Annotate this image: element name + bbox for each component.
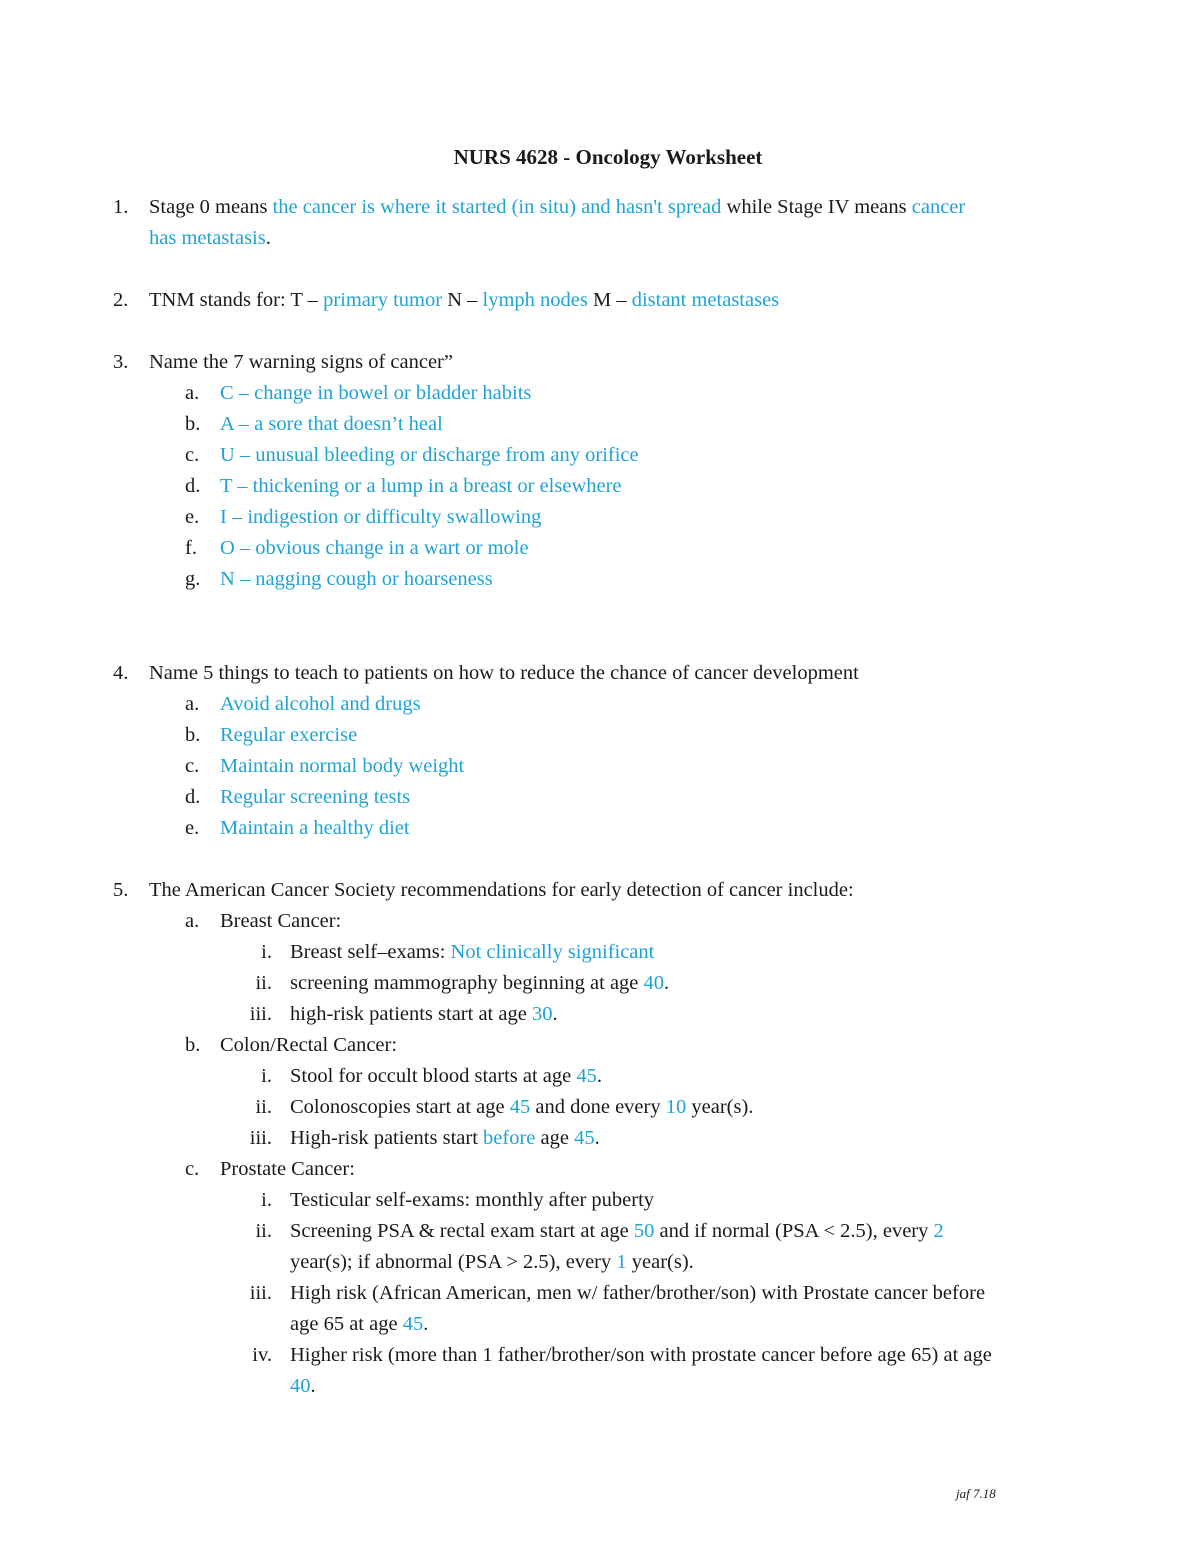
q5-answer: 40 xyxy=(643,972,665,994)
q3-marker: b. xyxy=(185,413,201,435)
q1-line-1 xyxy=(149,194,965,220)
q5-number: 5. xyxy=(113,879,129,901)
q4-answer: Regular exercise xyxy=(220,724,358,746)
q5-text: age xyxy=(535,1127,575,1149)
q2-answer-n: lymph nodes xyxy=(482,289,588,311)
q3-marker: g. xyxy=(185,568,201,590)
q3-marker: d. xyxy=(185,475,201,497)
q5-breast-label: Breast Cancer: xyxy=(220,910,342,932)
q1-text: . xyxy=(265,227,271,249)
q5-breast-iii-marker: iii. xyxy=(249,1003,272,1025)
q3-marker: a. xyxy=(185,382,200,404)
q5-prostate-iii-marker: iii. xyxy=(249,1282,272,1304)
q4-marker: a. xyxy=(185,693,200,715)
q2-answer-m: distant metastases xyxy=(631,289,780,311)
q5-text: . xyxy=(596,1065,602,1087)
q2-text: M – xyxy=(587,289,632,311)
q2-text: TNM stands for: T – xyxy=(149,289,324,311)
q5-prostate-iii-line-2 xyxy=(290,1311,428,1337)
q5-text: Stool for occult blood starts at age xyxy=(290,1065,577,1087)
q5-breast-i xyxy=(290,939,654,965)
q4-marker: d. xyxy=(185,786,201,808)
q3-answer: C – change in bowel or bladder habits xyxy=(220,382,532,404)
q4-marker: b. xyxy=(185,724,201,746)
q5-text: The American Cancer Society recommendations for early detection of cancer include: xyxy=(149,879,854,901)
q5-text: . xyxy=(552,1003,558,1025)
q5-answer: 45 xyxy=(576,1065,597,1087)
q3-marker: e. xyxy=(185,506,200,528)
q5-text: high-risk patients start at age xyxy=(290,1003,532,1025)
q4-marker: e. xyxy=(185,817,200,839)
q5-colon-marker: b. xyxy=(185,1034,201,1056)
q3-answer: N – nagging cough or hoarseness xyxy=(220,568,493,590)
q5-colon-ii-marker: ii. xyxy=(255,1096,272,1118)
q5-prostate-iv-marker: iv. xyxy=(252,1344,272,1366)
q5-text: . xyxy=(423,1313,429,1335)
q5-answer: 2 xyxy=(933,1220,944,1242)
q5-answer: Not clinically significant xyxy=(450,941,655,963)
q1-number: 1. xyxy=(113,196,129,218)
q2-answer-t: primary tumor xyxy=(323,289,443,311)
q3-number: 3. xyxy=(113,351,129,373)
q5-prostate-ii-line-2 xyxy=(290,1249,694,1275)
q5-answer: 40 xyxy=(290,1375,311,1397)
q1-answer-stage4-cont: has metastasis xyxy=(149,227,266,249)
q5-breast-ii xyxy=(290,970,669,996)
q5-text: . xyxy=(664,972,670,994)
q4-number: 4. xyxy=(113,662,129,684)
q4-answer: Maintain a healthy diet xyxy=(220,817,410,839)
q5-text: year(s); if abnormal (PSA > 2.5), every xyxy=(290,1251,617,1273)
q5-prostate-ii-marker: ii. xyxy=(255,1220,272,1242)
q5-prostate-iii-line-1: High risk (African American, men w/ father/brother/son) with Prostate cancer before xyxy=(290,1282,986,1304)
q3-marker: f. xyxy=(185,537,197,559)
q5-colon-ii xyxy=(290,1094,753,1120)
q1-text: while Stage IV means xyxy=(721,196,912,218)
q3-text: Name the 7 warning signs of cancer” xyxy=(149,351,453,373)
q5-text: . xyxy=(594,1127,600,1149)
q4-answer: Avoid alcohol and drugs xyxy=(220,693,421,715)
q2-line xyxy=(149,287,779,313)
q1-line-2 xyxy=(149,225,271,251)
q5-colon-i-marker: i. xyxy=(261,1065,272,1087)
q3-answer: U – unusual bleeding or discharge from any orifice xyxy=(220,444,639,466)
q5-text: year(s). xyxy=(686,1096,754,1118)
q5-text: . xyxy=(310,1375,316,1397)
q5-text: Screening PSA & rectal exam start at age xyxy=(290,1220,634,1242)
q5-answer: 30 xyxy=(531,1003,553,1025)
q5-answer: 45 xyxy=(402,1313,424,1335)
q5-text: screening mammography beginning at age xyxy=(290,972,644,994)
q5-text: Colonoscopies start at age xyxy=(290,1096,510,1118)
page-title: NURS 4628 - Oncology Worksheet xyxy=(453,145,763,169)
q5-colon-label: Colon/Rectal Cancer: xyxy=(220,1034,398,1056)
q5-prostate-label: Prostate Cancer: xyxy=(220,1158,355,1180)
q5-colon-iii-marker: iii. xyxy=(249,1127,272,1149)
q1-text: Stage 0 means xyxy=(149,196,273,218)
q5-breast-iii xyxy=(290,1001,558,1027)
q5-prostate-i-marker: i. xyxy=(261,1189,272,1211)
footer-initials: jaf 7.18 xyxy=(956,1486,996,1501)
q4-text: Name 5 things to teach to patients on how to reduce the chance of cancer development xyxy=(149,662,859,684)
q1-answer-stage0: the cancer is where it started (in situ) and hasn't spread xyxy=(272,196,722,218)
q3-marker: c. xyxy=(185,444,200,466)
q5-text: Breast self–exams: xyxy=(290,941,451,963)
q5-breast-i-marker: i. xyxy=(261,941,272,963)
q2-text: N – xyxy=(442,289,483,311)
q1-answer-stage4: cancer xyxy=(911,196,966,218)
q5-colon-iii xyxy=(290,1125,600,1151)
q5-text: and if normal (PSA < 2.5), every xyxy=(654,1220,934,1242)
q5-prostate-i: Testicular self-exams: monthly after puberty xyxy=(290,1189,655,1211)
q4-answer: Maintain normal body weight xyxy=(220,755,465,777)
q5-answer: 45 xyxy=(509,1096,531,1118)
q3-answer: A – a sore that doesn’t heal xyxy=(220,413,443,435)
q5-prostate-iv-line-1: Higher risk (more than 1 father/brother/son with prostate cancer before age 65) at age xyxy=(290,1344,992,1366)
q5-answer: 10 xyxy=(665,1096,687,1118)
q5-prostate-marker: c. xyxy=(185,1158,200,1180)
q5-breast-marker: a. xyxy=(185,910,200,932)
q5-answer: before xyxy=(483,1127,536,1149)
q5-text: and done every xyxy=(530,1096,666,1118)
q5-breast-ii-marker: ii. xyxy=(255,972,272,994)
q3-answer: O – obvious change in a wart or mole xyxy=(220,537,529,559)
q5-text: High-risk patients start xyxy=(290,1127,484,1149)
q3-answer: I – indigestion or difficulty swallowing xyxy=(220,506,542,528)
q5-answer: 50 xyxy=(633,1220,655,1242)
q3-answer: T – thickening or a lump in a breast or elsewhere xyxy=(220,475,622,497)
q5-colon-i xyxy=(290,1063,602,1089)
q5-text: age 65 at age xyxy=(290,1313,403,1335)
q4-answer: Regular screening tests xyxy=(220,786,411,808)
q5-prostate-ii-line-1 xyxy=(290,1218,944,1244)
q5-prostate-iv-line-2 xyxy=(290,1373,316,1399)
q5-answer: 45 xyxy=(574,1127,595,1149)
q5-text: year(s). xyxy=(626,1251,694,1273)
q4-marker: c. xyxy=(185,755,200,777)
q5-answer: 1 xyxy=(616,1251,627,1273)
q2-number: 2. xyxy=(113,289,129,311)
